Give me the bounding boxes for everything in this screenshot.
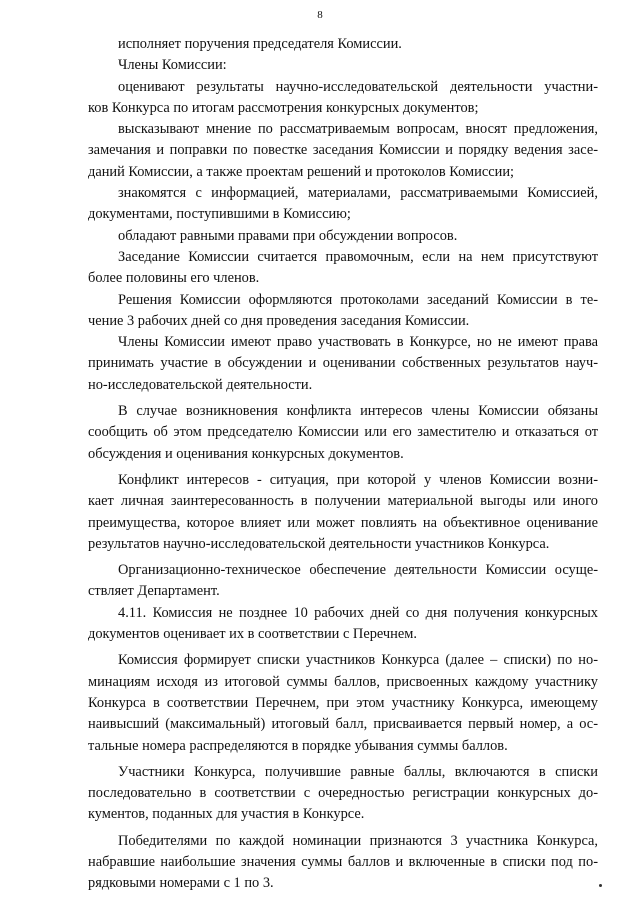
- text-line: документов оценивает их в соответствии с Перечнем.: [88, 626, 417, 643]
- paragraph: [88, 401, 598, 465]
- text-line: ствляет Департамент.: [88, 583, 220, 600]
- text-line: даний Комиссии, а также проектам решений и протоколов Комиссии;: [88, 163, 515, 180]
- text-line: Комиссия формирует списки участников Конкурса (далее – списки) по но-: [118, 652, 598, 669]
- text-line: результатов научно-исследовательской деятельности участников Конкурса.: [88, 535, 550, 552]
- text-line: Члены Комиссии имеют право участвовать в Конкурсе, но не имеют права: [118, 334, 598, 351]
- paragraph: [88, 650, 598, 756]
- paragraph: [88, 470, 598, 555]
- text-line: чение 3 рабочих дней со дня проведения заседания Комиссии.: [88, 312, 470, 329]
- paragraph: [88, 762, 598, 826]
- text-line: Заседание Комиссии считается правомочным, если на нем присутствуют: [118, 248, 598, 265]
- text-line: документами, поступившими в Комиссию;: [88, 206, 351, 223]
- paragraph: [88, 55, 598, 76]
- text-line: наивысший (максимальный) итоговый балл, присваивается первый номер, а ос-: [88, 716, 598, 733]
- paragraph: [88, 77, 598, 120]
- paragraph: [88, 290, 598, 333]
- text-line: Конкурса в соответствии Перечнем, при этом участнику Конкурса, имеющему: [88, 694, 598, 711]
- text-line: оценивают результаты научно-исследовательской деятельности участни-: [118, 78, 598, 95]
- text-line: более половины его членов.: [88, 270, 260, 287]
- text-line: минациям исходя из итоговой суммы баллов, присвоенных каждому участнику: [88, 673, 598, 690]
- scan-speck: [599, 884, 602, 887]
- paragraph: [88, 831, 598, 895]
- text-line: замечания и поправки по повестке заседания Комиссии и порядку ведения засе-: [88, 142, 598, 159]
- text-line: тальные номера распределяются в порядке убывания суммы баллов.: [88, 737, 508, 754]
- text-line: кументов, поданных для участия в Конкурсе.: [88, 806, 365, 823]
- text-line: высказывают мнение по рассматриваемым вопросам, вносят предложения,: [118, 121, 598, 138]
- text-line: обладают равными правами при обсуждении вопросов.: [118, 227, 458, 244]
- text-line: Организационно-техническое обеспечение деятельности Комиссии осуще-: [118, 562, 598, 579]
- text-line: знакомятся с информацией, материалами, рассматриваемыми Комиссией,: [118, 185, 598, 202]
- text-line: преимущества, которое влияет или может повлиять на объективное оценивание: [88, 514, 598, 531]
- text-line: обсуждения и оценивания конкурсных документов.: [88, 445, 404, 462]
- text-line: Участники Конкурса, получившие равные баллы, включаются в списки: [118, 763, 598, 780]
- text-line: Решения Комиссии оформляются протоколами заседаний Комиссии в те-: [118, 291, 598, 308]
- paragraph: [88, 119, 598, 183]
- paragraph: [88, 34, 598, 55]
- text-line: но-исследовательской деятельности.: [88, 376, 313, 393]
- text-line: Конфликт интересов - ситуация, при которой у членов Комиссии возни-: [118, 471, 598, 488]
- body-text: [88, 34, 598, 895]
- page-number: 8: [317, 9, 323, 21]
- paragraph: [88, 603, 598, 646]
- paragraph: [88, 226, 598, 247]
- text-line: рядковыми номерами с 1 по 3.: [88, 875, 274, 892]
- text-line: принимать участие в обсуждении и оценивании собственных результатов науч-: [88, 355, 598, 372]
- text-line: кает личная заинтересованность в получении материальной выгоды или иного: [88, 493, 598, 510]
- paragraph: [88, 560, 598, 603]
- text-line: В случае возникновения конфликта интересов члены Комиссии обязаны: [118, 403, 598, 420]
- text-line: ков Конкурса по итогам рассмотрения конкурсных документов;: [88, 99, 479, 116]
- text-line: Победителями по каждой номинации признаются 3 участника Конкурса,: [118, 832, 598, 849]
- paragraph: [88, 183, 598, 226]
- text-line: Члены Комиссии:: [118, 57, 227, 74]
- text-line: исполняет поручения председателя Комиссии.: [118, 36, 402, 52]
- paragraph: [88, 247, 598, 290]
- text-line: последовательно в соответствии с очередностью регистрации конкурсных до-: [88, 785, 598, 802]
- paragraph: [88, 332, 598, 396]
- text-line: набравшие наибольшие значения суммы баллов и включенные в списки под по-: [88, 853, 598, 870]
- text-line: сообщить об этом председателю Комиссии или его заместителю и отказаться от: [88, 424, 598, 441]
- text-line: 4.11. Комиссия не позднее 10 рабочих дней со дня получения конкурсных: [118, 604, 598, 621]
